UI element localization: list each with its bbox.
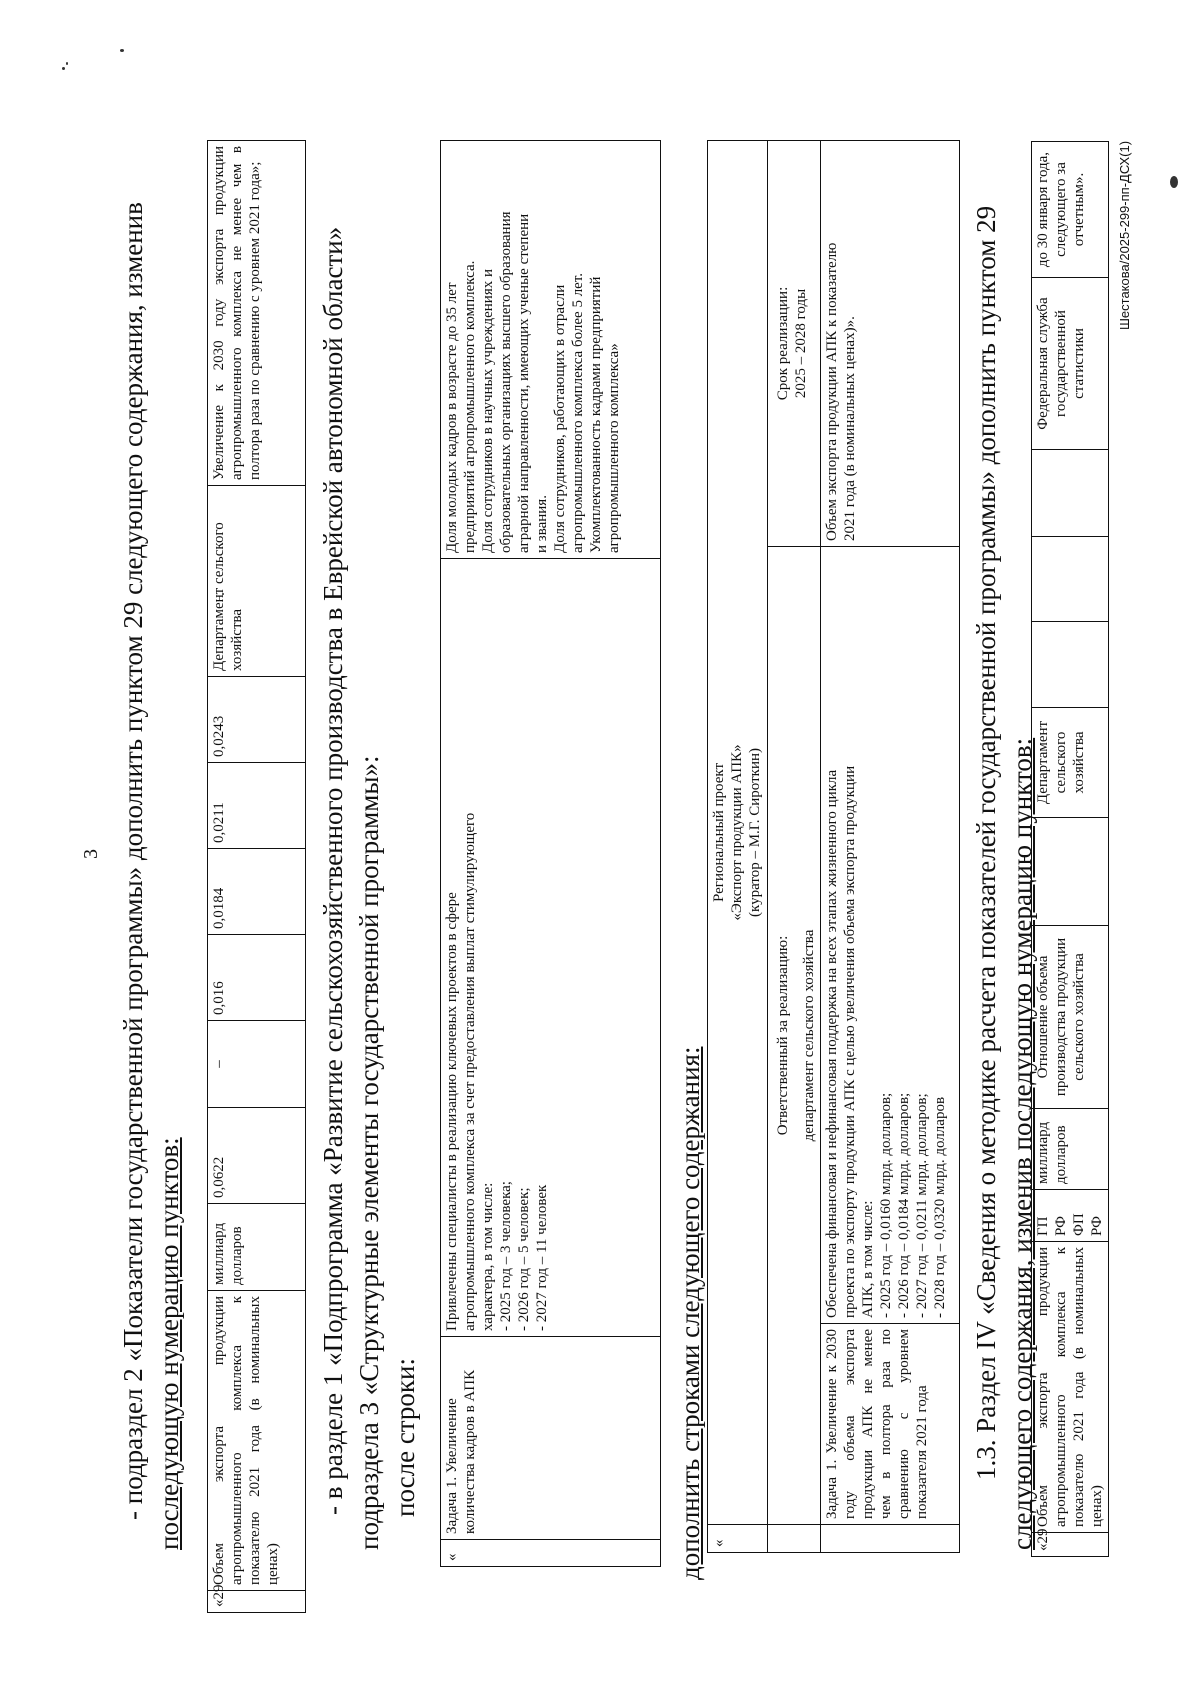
quote-cell: « bbox=[441, 1540, 661, 1567]
effect-line: - 2025 год – 3 человека; bbox=[498, 1181, 514, 1331]
effect-line: агропромышленного комплекса за счет предоставления выплат стимулирующего bbox=[462, 812, 478, 1331]
effect-line: - 2025 год – 0,0160 млрд. долларов; bbox=[878, 1092, 894, 1318]
methodology-table bbox=[1031, 141, 1109, 1557]
task-cell: Задача 1. Увеличение к 2030 году объема экспорта продукции АПК не менее чем в полтора раза по сравнению с уровнем показателя 2021 года bbox=[821, 1324, 960, 1525]
table-row bbox=[821, 140, 960, 1552]
empty-cell bbox=[768, 1525, 821, 1553]
row-number: «29 bbox=[208, 1591, 306, 1613]
responsible-value: департамент сельского хозяйства bbox=[801, 929, 817, 1142]
indicators-table bbox=[207, 140, 306, 1613]
indicator-line: агропромышленного комплекса» bbox=[606, 343, 622, 553]
effect-line: Привлечены специалисты в реализацию ключевых проектов в сфере bbox=[444, 892, 460, 1331]
paragraph-add-rows: дополнить строками следующего содержания: bbox=[675, 1046, 705, 1580]
indicator-line: Доля сотрудников, работающих в отрасли bbox=[552, 284, 568, 553]
scan-speck bbox=[66, 62, 68, 65]
effect-line: - 2026 год – 5 человек; bbox=[516, 1187, 532, 1331]
department-cell: Департамент сельского хозяйства bbox=[1032, 708, 1109, 818]
effect-cell bbox=[821, 547, 960, 1324]
effect-line: - 2027 год – 11 человек bbox=[534, 1184, 550, 1331]
unit-cell: миллиард долларов bbox=[1032, 1109, 1109, 1190]
paragraph-section-1 bbox=[315, 130, 423, 1550]
goal-cell: Увеличение к 2030 году экспорта продукции агропромышленного комплекса не менее чем в полтора раза по сравнению с уровнем 2021 года»; bbox=[208, 141, 306, 486]
paragraph-line: - подраздел 2 «Показатели государственной программы» дополнить пунктом 29 следующего содержания, изменив bbox=[118, 202, 148, 1520]
indicator-line: аграрной направленности, имеющих ученые степени bbox=[516, 213, 532, 553]
indicator-line: агропромышленного комплекса более 5 лет. bbox=[570, 272, 586, 553]
effect-line: - 2026 год – 0,0184 млрд. долларов; bbox=[896, 1092, 912, 1318]
effect-line: Обеспечена финансовая и нефинансовая поддержка на всех этапах жизненного цикла bbox=[824, 769, 840, 1318]
value-cell: 0,0243 bbox=[208, 677, 306, 763]
project-title-cell bbox=[708, 140, 768, 1524]
page-number: 3 bbox=[80, 849, 102, 859]
value-cell: – bbox=[208, 1021, 306, 1108]
paragraph-line: после строки: bbox=[390, 1358, 420, 1517]
empty-cell bbox=[1032, 450, 1109, 537]
term-cell bbox=[768, 140, 821, 546]
paragraph-line: последующую нумерацию пунктов: bbox=[154, 1137, 184, 1550]
effect-line: АПК, в том числе: bbox=[860, 1200, 876, 1318]
scan-speck bbox=[120, 49, 124, 52]
indicator-line: образовательных организациях высшего образования bbox=[498, 211, 514, 553]
table-row bbox=[441, 141, 661, 1567]
scan-speck bbox=[62, 67, 65, 70]
indicator-line: предприятий агропромышленного комплекса. bbox=[462, 260, 478, 553]
project-line: (куратор – М.Г. Сироткин) bbox=[747, 748, 763, 917]
row-number: «29 bbox=[1032, 1533, 1109, 1557]
responsible-label: Ответственный за реализацию: bbox=[775, 935, 791, 1136]
paragraph-line: подраздела 3 «Структурные элементы государственной программы»: bbox=[354, 755, 384, 1550]
indicator-line: Доля молодых кадров в возрасте до 35 лет bbox=[444, 282, 460, 553]
department-cell: Департамент сельского хозяйства bbox=[208, 486, 306, 677]
indicator-line: Объем экспорта продукции АПК к показателю bbox=[824, 242, 840, 541]
empty-cell bbox=[821, 1525, 960, 1553]
deadline-cell: до 30 января года, следующего за отчетным». bbox=[1032, 142, 1109, 278]
paragraph-line: 1.3. Раздел IV «Сведения о методике расчета показателей государственной программы» дополнить пунктом 29 bbox=[971, 205, 1001, 1480]
empty-cell bbox=[1032, 622, 1109, 708]
effect-line: проекта по экспорту продукции АПК с целью увеличения объема экспорта продукции bbox=[842, 765, 858, 1318]
paragraph-line: - в разделе 1 «Подпрограмма «Развитие сельскохозяйственного производства в Еврейской автономной области» bbox=[318, 226, 348, 1515]
indicator-line: 2021 года (в номинальных ценах)». bbox=[842, 316, 858, 541]
value-cell: 0,016 bbox=[208, 935, 306, 1021]
paragraph-line: следующего содержания, изменив последующую нумерацию пунктов: bbox=[1007, 737, 1037, 1550]
indicator-line: Доля сотрудников в научных учреждениях и bbox=[480, 268, 496, 553]
project-line: Региональный проект bbox=[711, 762, 727, 903]
indicator-cell bbox=[441, 141, 661, 559]
indicator-name: Объем экспорта продукции агропромышленного комплекса к показателю 2021 года (в номинальных ценах) bbox=[1032, 1242, 1109, 1533]
term-value: 2025 – 2028 годы bbox=[793, 288, 809, 399]
table-row bbox=[708, 140, 768, 1552]
paragraph-subsection-2 bbox=[115, 150, 187, 1550]
empty-cell bbox=[1032, 537, 1109, 622]
table-row bbox=[208, 141, 306, 1613]
regional-project-table bbox=[707, 140, 960, 1553]
term-label: Срок реализации: bbox=[775, 286, 791, 401]
unit-cell: миллиард долларов bbox=[208, 1204, 306, 1291]
method-cell: Отношение объема производства продукции сельского хозяйства bbox=[1032, 926, 1109, 1109]
effect-cell bbox=[441, 559, 661, 1337]
empty-cell bbox=[1032, 818, 1109, 926]
table-row bbox=[768, 140, 821, 1552]
project-line: «Экспорт продукции АПК» bbox=[729, 744, 745, 921]
task-cell: Задача 1. Увеличение количества кадров в АПК bbox=[441, 1337, 661, 1540]
value-cell: 0,0211 bbox=[208, 763, 306, 849]
table-row bbox=[1032, 142, 1109, 1557]
quote-cell: « bbox=[708, 1525, 768, 1553]
value-cell: 0,0184 bbox=[208, 849, 306, 935]
effect-line: характера, в том числе: bbox=[480, 1182, 496, 1331]
source-cell: Федеральная служба государственной статистики bbox=[1032, 278, 1109, 450]
indicator-line: и звания. bbox=[534, 495, 550, 553]
scan-speck bbox=[1170, 176, 1178, 188]
base-value-cell: 0,0622 bbox=[208, 1108, 306, 1204]
responsible-cell bbox=[768, 547, 821, 1525]
paragraph-section-iv bbox=[968, 130, 1040, 1550]
indicator-line: Укомплектованность кадрами предприятий bbox=[588, 276, 604, 553]
indicator-cell bbox=[821, 140, 960, 546]
program-cell: ГП РФ ФП РФ bbox=[1032, 1190, 1109, 1242]
effect-line: - 2027 год – 0,0211 млрд. долларов; bbox=[914, 1093, 930, 1318]
document-footer: Шестакова/2025-299-пп-ДСХ(1) bbox=[1117, 140, 1132, 330]
structural-elements-table bbox=[440, 140, 661, 1567]
effect-line: - 2028 год – 0,0320 млрд. долларов bbox=[932, 1096, 948, 1318]
indicator-name: Объем экспорта продукции агропромышленного комплекса к показателю 2021 года (в номинальных ценах) bbox=[208, 1291, 306, 1591]
